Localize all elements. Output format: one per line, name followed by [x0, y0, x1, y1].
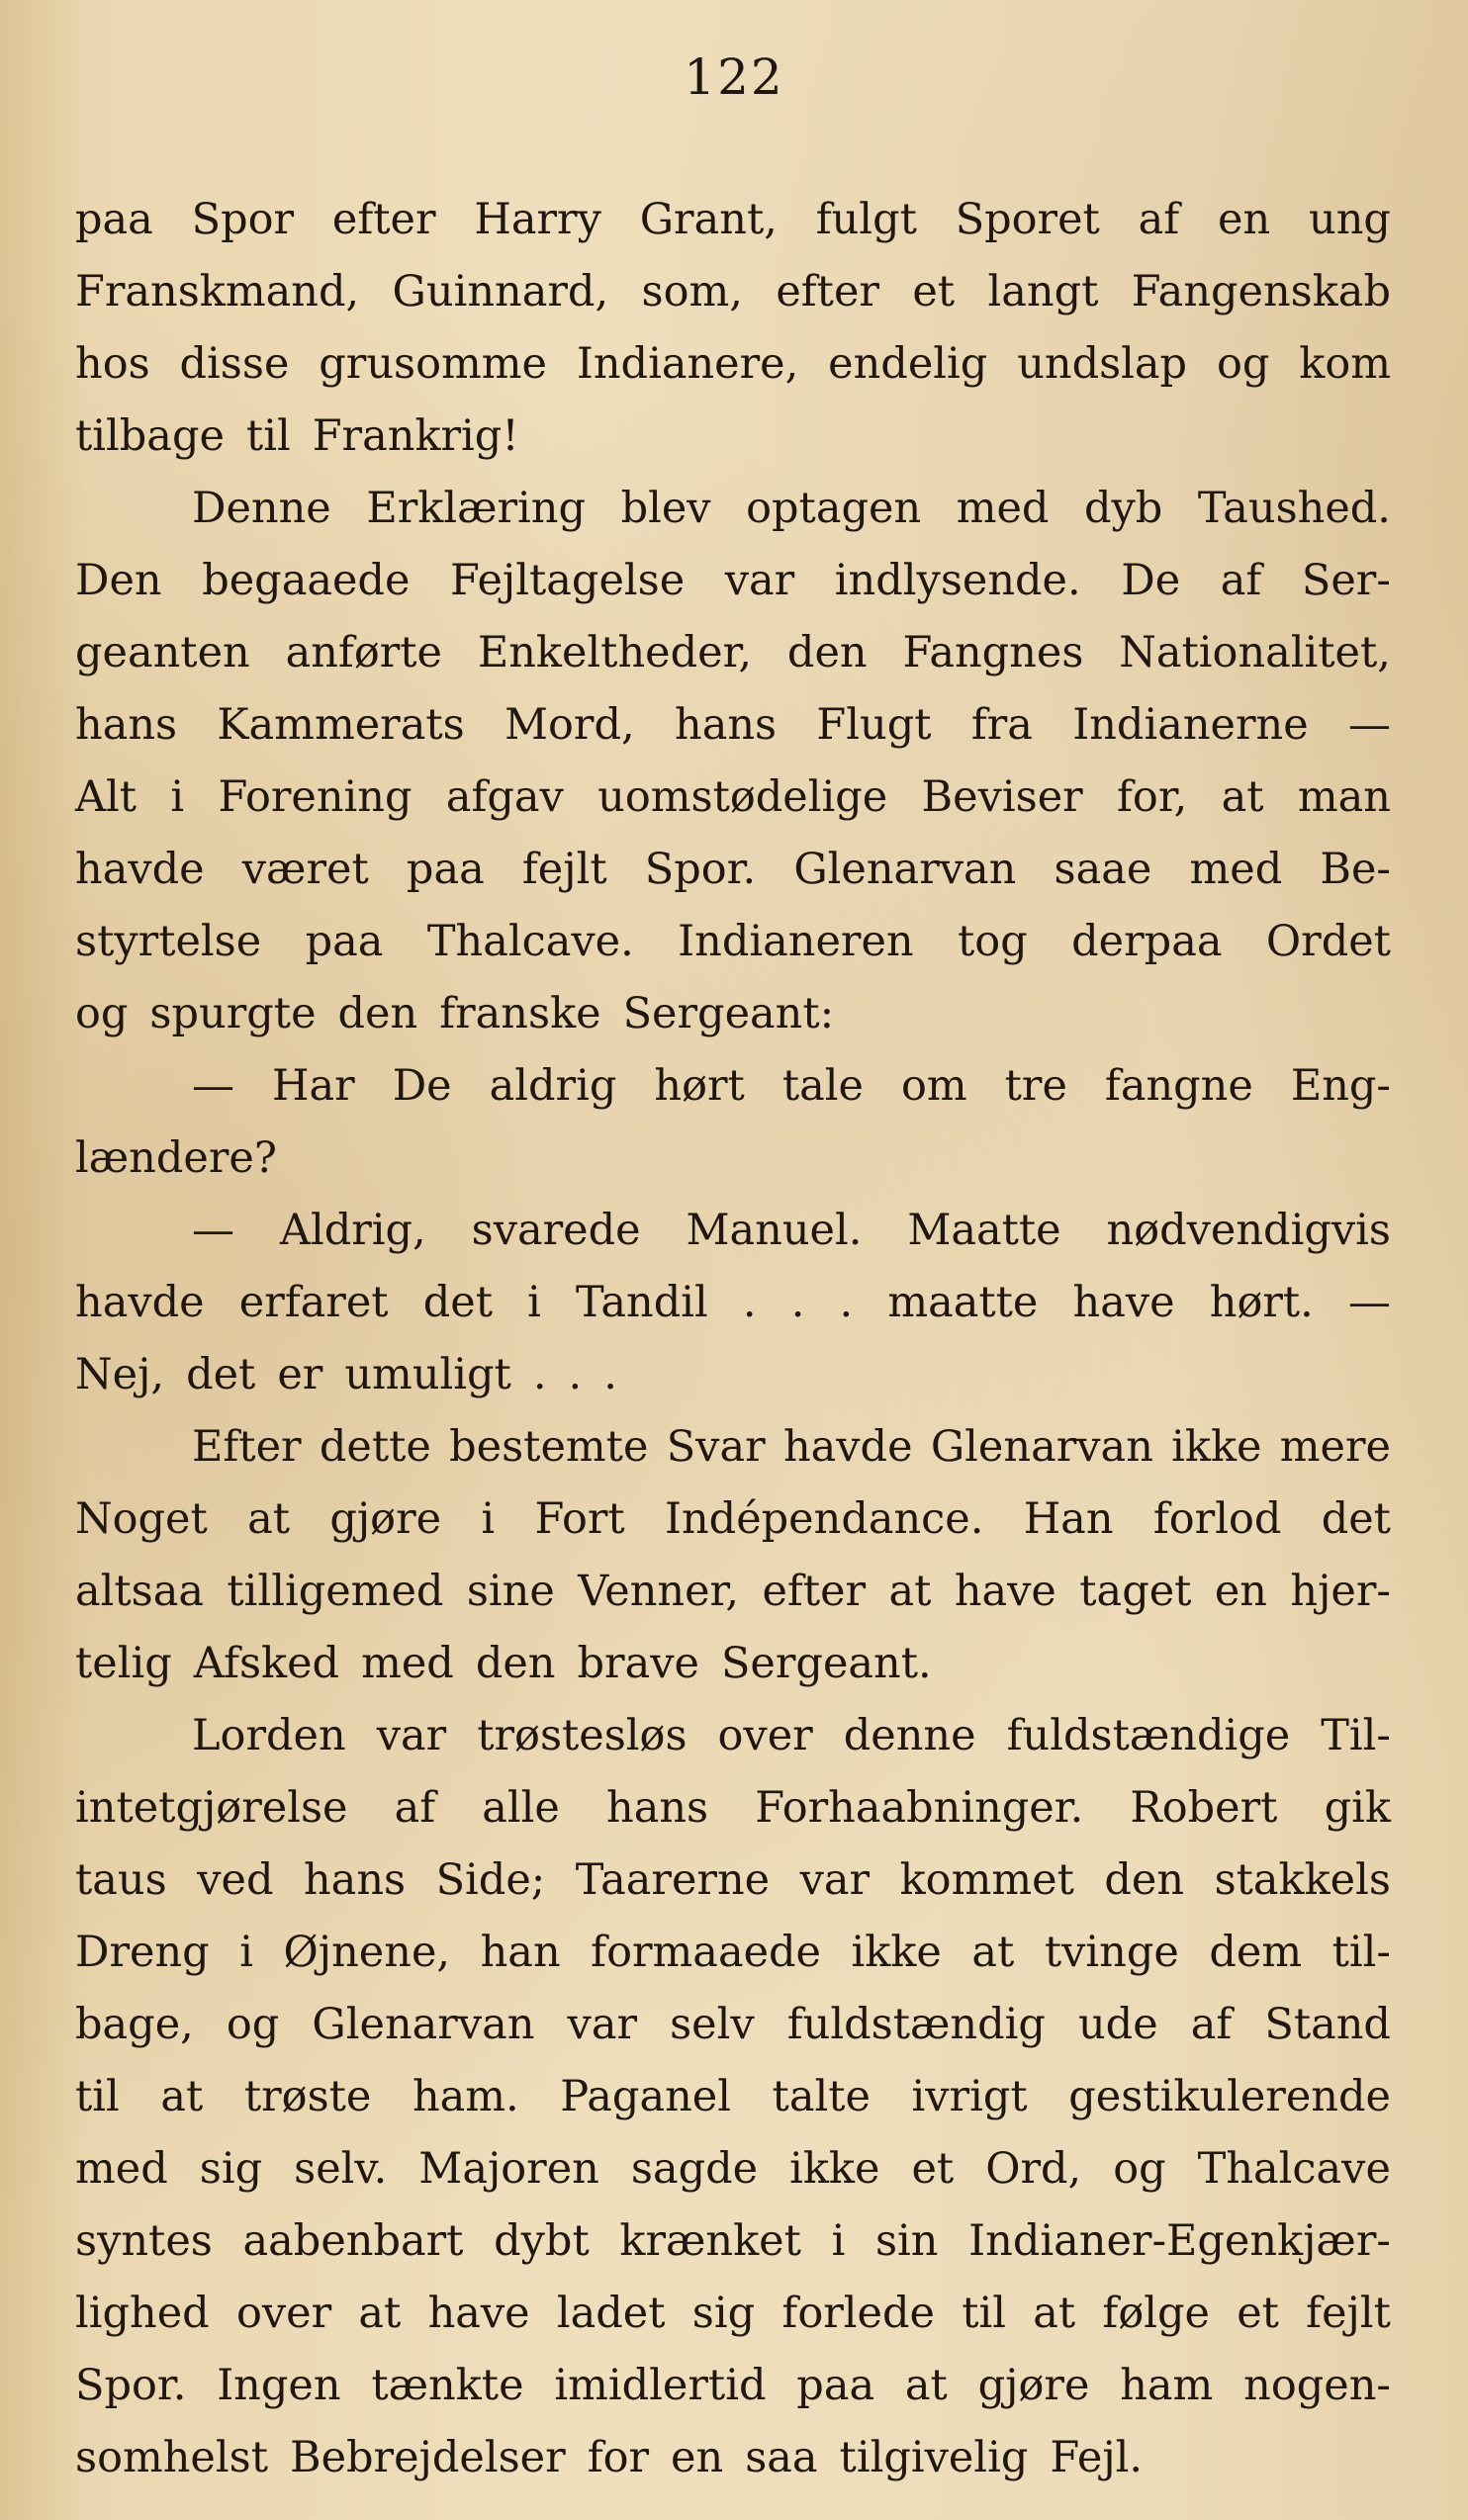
word: begaaede [202, 556, 411, 605]
word: . [790, 1278, 805, 1327]
word: fangne [1104, 1061, 1253, 1111]
word: Ser- [1301, 556, 1391, 605]
word: paa [406, 845, 485, 894]
word: efter [776, 267, 879, 316]
word: hans [303, 1855, 407, 1905]
word: at [1033, 2289, 1076, 2338]
word: tvinge [1044, 1928, 1179, 1977]
word: hans [606, 1783, 709, 1833]
word: dyb [1083, 484, 1163, 533]
word: Noget [75, 1494, 208, 1544]
word: tilligemed [227, 1567, 444, 1616]
word: nogen- [1243, 2361, 1391, 2410]
word: trøste [243, 2072, 372, 2121]
word: et [911, 2144, 955, 2194]
word: den [337, 989, 418, 1038]
word: taget [1079, 1567, 1192, 1616]
word: sig [199, 2144, 263, 2194]
word: den [475, 1639, 556, 1688]
word: ladet [556, 2289, 666, 2338]
word: paa [796, 2361, 875, 2410]
word: Mord, [505, 700, 635, 750]
text-line [75, 2350, 1391, 2422]
word: lændere? [75, 1133, 277, 1183]
word: franske [439, 989, 601, 1038]
word: indlysende. [834, 556, 1081, 605]
word: somhelst [75, 2433, 268, 2482]
word: erfaret [238, 1278, 389, 1327]
text-line [75, 1772, 1391, 1845]
word: Robert [1130, 1783, 1278, 1833]
word: langt [987, 267, 1099, 316]
page-number: 122 [684, 48, 784, 106]
word: ikke [1171, 1422, 1262, 1472]
word: følge [1102, 2289, 1210, 2338]
word: Majoren [418, 2144, 599, 2194]
text-line [75, 1700, 1391, 1772]
word: . [839, 1278, 854, 1327]
text-line [75, 2133, 1391, 2205]
word: Erklæring [366, 484, 587, 533]
word: . [742, 1278, 757, 1327]
word: Taushed. [1197, 484, 1391, 533]
word: af [1138, 195, 1180, 244]
word: Bebrejdelser [289, 2433, 566, 2482]
word: svarede [471, 1206, 641, 1255]
word: endelig [828, 339, 988, 389]
word: talte [772, 2072, 871, 2121]
word: Fejltagelse [449, 556, 686, 605]
word: hos [75, 339, 150, 389]
body-text [75, 184, 1391, 2494]
word: Franskmand, [75, 267, 360, 316]
word: med [75, 2144, 168, 2194]
word: og [1216, 339, 1270, 389]
word: Stand [1264, 2000, 1391, 2049]
word: Taarerne [575, 1855, 771, 1905]
word: Indianere, [576, 339, 799, 389]
word: det [186, 1350, 256, 1399]
word: Sergeant. [720, 1639, 932, 1688]
word: det [422, 1278, 493, 1327]
word: kom [1299, 339, 1391, 389]
word: Alt [75, 772, 138, 822]
word: Spor. [644, 845, 757, 894]
word: Indianerne [1072, 700, 1309, 750]
word: tilgivelig [839, 2433, 1029, 2482]
word: havde [75, 1278, 205, 1327]
word: Paganel [560, 2072, 731, 2121]
word: havde [782, 1422, 913, 1472]
word: at [358, 2289, 402, 2338]
word: taus [75, 1855, 167, 1905]
word: disse [179, 339, 290, 389]
word: Kammerats [217, 700, 465, 750]
text-line [75, 1411, 1391, 1484]
word: nødvendigvis [1106, 1206, 1391, 1255]
word: optagen [746, 484, 922, 533]
word: saae [1054, 845, 1152, 894]
word: Manuel. [686, 1206, 863, 1255]
word: var [376, 1711, 447, 1760]
word: Eng- [1290, 1061, 1391, 1111]
word: maatte [887, 1278, 1039, 1327]
word: Side; [435, 1855, 546, 1905]
word: hørt [654, 1061, 745, 1111]
word: over [717, 1711, 813, 1760]
word: Forening [218, 772, 413, 822]
word: for, [1117, 772, 1188, 822]
word: tænkte [371, 2361, 524, 2410]
word: aldrig [489, 1061, 617, 1111]
word: Fangnes [902, 628, 1084, 677]
word: i [481, 1494, 496, 1544]
word: med [956, 484, 1050, 533]
word: Thalcave [1197, 2144, 1391, 2194]
text-line [75, 1845, 1391, 1917]
word: Indianer-Egenkjær- [968, 2216, 1391, 2266]
word: Nationalitet, [1119, 628, 1391, 677]
text-line [75, 906, 1391, 978]
word: Spor [191, 195, 295, 244]
word: . [532, 1350, 547, 1399]
word: fra [970, 700, 1033, 750]
word: have [427, 2289, 530, 2338]
word: var [799, 1855, 871, 1905]
text-line [75, 1556, 1391, 1628]
word: han [480, 1928, 561, 1977]
word: ude [1077, 2000, 1158, 2049]
word: brave [577, 1639, 699, 1688]
word: dette [319, 1422, 431, 1472]
word: Flugt [816, 700, 932, 750]
word: dem [1209, 1928, 1303, 1977]
word: blev [620, 484, 711, 533]
word: selv. [294, 2144, 388, 2194]
word: telig [75, 1639, 172, 1688]
word: kommet [899, 1855, 1074, 1905]
word: ved [197, 1855, 274, 1905]
word: uomstødelige [597, 772, 888, 822]
text-line [75, 1050, 1391, 1123]
text-line [75, 2278, 1391, 2350]
word: var [724, 556, 795, 605]
word: Svar [666, 1422, 766, 1472]
word: forlod [1152, 1494, 1282, 1544]
text-line [75, 1628, 1391, 1700]
word: Til- [1321, 1711, 1391, 1760]
word: et [1237, 2289, 1279, 2338]
word: til- [1331, 1928, 1391, 1977]
word: Han [1023, 1494, 1114, 1544]
word: en [1218, 195, 1271, 244]
word: — [192, 1206, 234, 1255]
text-line [75, 2422, 1391, 2494]
word: Indépendance. [665, 1494, 984, 1544]
text-line [75, 978, 1391, 1050]
word: alle [482, 1783, 560, 1833]
word: i [170, 772, 185, 822]
word: sagde [630, 2144, 759, 2194]
text-line [75, 1917, 1391, 1989]
word: og [1113, 2144, 1166, 2194]
word: Indianeren [678, 917, 914, 966]
word: lighed [75, 2289, 210, 2338]
word: fejlt [521, 845, 607, 894]
word: styrtelse [75, 917, 262, 966]
word: tre [1004, 1061, 1067, 1111]
word: Fangenskab [1131, 267, 1391, 316]
word: fulgt [815, 195, 917, 244]
word: Glenarvan [793, 845, 1017, 894]
word: i [527, 1278, 541, 1327]
word: Spor. [75, 2361, 187, 2410]
text-line [75, 1267, 1391, 1339]
word: om [900, 1061, 967, 1111]
word: Denne [192, 484, 331, 533]
word: Aldrig, [279, 1206, 426, 1255]
word: til [245, 411, 291, 461]
word: Ord, [985, 2144, 1082, 2194]
word: Harry [474, 195, 601, 244]
text-line [75, 689, 1391, 762]
word: De [1121, 556, 1181, 605]
word: — [1347, 1278, 1391, 1327]
word: anførte [285, 628, 442, 677]
word: af [1220, 556, 1262, 605]
word: det [1321, 1494, 1391, 1544]
word: grusomme [319, 339, 547, 389]
text-line [75, 184, 1391, 256]
word: Beviser [921, 772, 1083, 822]
text-line [75, 2061, 1391, 2133]
text-line [75, 1123, 1391, 1195]
text-line [75, 256, 1391, 328]
text-line [75, 1989, 1391, 2061]
text-line [75, 401, 1391, 473]
word: sine [466, 1567, 555, 1616]
word: tog [958, 917, 1028, 966]
word: geanten [75, 628, 250, 677]
word: stakkels [1214, 1855, 1391, 1905]
word: selv [670, 2000, 755, 2049]
word: til [75, 2072, 120, 2121]
word: gjøre [977, 2361, 1090, 2410]
word: formaaede [591, 1928, 821, 1977]
word: fejlt [1306, 2289, 1391, 2338]
word: at [247, 1494, 291, 1544]
word: — [192, 1061, 234, 1111]
word: hjer- [1290, 1567, 1391, 1616]
word: sig [691, 2289, 756, 2338]
word: syntes [75, 2216, 213, 2266]
word: undslap [1017, 339, 1188, 389]
word: Efter [192, 1422, 302, 1472]
word: afgav [445, 772, 564, 822]
word: Har [272, 1061, 355, 1111]
word: havde [75, 845, 205, 894]
word: ham [1120, 2361, 1214, 2410]
word: ivrigt [911, 2072, 1028, 2121]
text-line [75, 617, 1391, 689]
word: hørt. [1209, 1278, 1314, 1327]
word: tale [781, 1061, 864, 1111]
word: Forhaabninger. [755, 1783, 1084, 1833]
word: derpaa [1071, 917, 1223, 966]
word: Be- [1320, 845, 1391, 894]
word: De [392, 1061, 452, 1111]
word: Enkeltheder, [477, 628, 753, 677]
word: Venner, [578, 1567, 740, 1616]
word: spurgte [149, 989, 317, 1038]
word: gik [1324, 1783, 1391, 1833]
word: fuldstændige [1006, 1711, 1291, 1760]
word: tilbage [75, 411, 225, 461]
word: krænket [619, 2216, 801, 2266]
word: saa [745, 2433, 818, 2482]
word: at [1221, 772, 1264, 822]
word: af [394, 1783, 436, 1833]
word: at [904, 2361, 948, 2410]
text-line [75, 545, 1391, 617]
text-line [75, 762, 1391, 834]
word: . [603, 1350, 617, 1399]
word: været [241, 845, 369, 894]
word: Dreng [75, 1928, 210, 1977]
word: paa [305, 917, 384, 966]
word: man [1297, 772, 1391, 822]
word: mere [1279, 1422, 1391, 1472]
word: forlede [781, 2289, 935, 2338]
word: ikke [851, 1928, 942, 1977]
word: Lorden [192, 1711, 346, 1760]
word: i [239, 1928, 253, 1977]
word: er [277, 1350, 323, 1399]
word: Tandil [576, 1278, 708, 1327]
word: bestemte [449, 1422, 649, 1472]
word: med [361, 1639, 454, 1688]
word: ikke [789, 2144, 880, 2194]
text-line [75, 1339, 1391, 1411]
word: en [671, 2433, 724, 2482]
word: gjøre [329, 1494, 442, 1544]
text-line [75, 834, 1391, 906]
word: efter [762, 1567, 867, 1616]
word: umuligt [344, 1350, 511, 1399]
word: i [831, 2216, 846, 2266]
word: efter [331, 195, 436, 244]
word: denne [843, 1711, 976, 1760]
word: hans [675, 700, 778, 750]
word: og [226, 2000, 280, 2049]
text-line [75, 1484, 1391, 1556]
word: over [235, 2289, 332, 2338]
word: imidlertid [554, 2361, 767, 2410]
word: af [1190, 2000, 1233, 2049]
word: Nej, [75, 1350, 165, 1399]
word: at [160, 2072, 204, 2121]
word: og [75, 989, 129, 1038]
word: intetgjørelse [75, 1783, 348, 1833]
word: til [962, 2289, 1006, 2338]
word: Fort [534, 1494, 625, 1544]
word: Afsked [193, 1639, 340, 1688]
word: Fejl. [1050, 2433, 1144, 2482]
word: sin [874, 2216, 939, 2266]
word: Glenarvan [312, 2000, 535, 2049]
word: have [954, 1567, 1056, 1616]
text-line [75, 473, 1391, 545]
word: den [786, 628, 868, 677]
word: Maatte [907, 1206, 1061, 1255]
word: Frankrig! [312, 411, 519, 461]
word: en [1214, 1567, 1267, 1616]
word: et [912, 267, 956, 316]
word: for [587, 2433, 650, 2482]
word: var [567, 2000, 638, 2049]
word: hans [75, 700, 178, 750]
word: Øjnene, [283, 1928, 451, 1977]
word: dybt [494, 2216, 590, 2266]
word: som, [641, 267, 743, 316]
word: Guinnard, [392, 267, 609, 316]
text-line [75, 328, 1391, 401]
word: Sergeant: [622, 989, 835, 1038]
word: — [1347, 700, 1391, 750]
word: altsaa [75, 1567, 205, 1616]
word: paa [75, 195, 153, 244]
word: ham. [412, 2072, 519, 2121]
word: Sporet [955, 195, 1100, 244]
word: have [1072, 1278, 1175, 1327]
word: at [971, 1928, 1015, 1977]
word: fuldstændig [786, 2000, 1046, 2049]
word: den [1104, 1855, 1185, 1905]
word: aabenbart [242, 2216, 464, 2266]
word: trøstesløs [477, 1711, 688, 1760]
word: . [568, 1350, 583, 1399]
text-line [75, 1195, 1391, 1267]
word: bage, [75, 2000, 194, 2049]
word: med [1189, 845, 1283, 894]
word: gestikulerende [1068, 2072, 1391, 2121]
word: Grant, [639, 195, 778, 244]
word: Thalcave. [426, 917, 634, 966]
word: at [888, 1567, 932, 1616]
word: Glenarvan [930, 1422, 1153, 1472]
text-line [75, 2205, 1391, 2278]
word: ung [1309, 195, 1391, 244]
word: Ingen [217, 2361, 341, 2410]
word: Den [75, 556, 162, 605]
word: Ordet [1265, 917, 1391, 966]
